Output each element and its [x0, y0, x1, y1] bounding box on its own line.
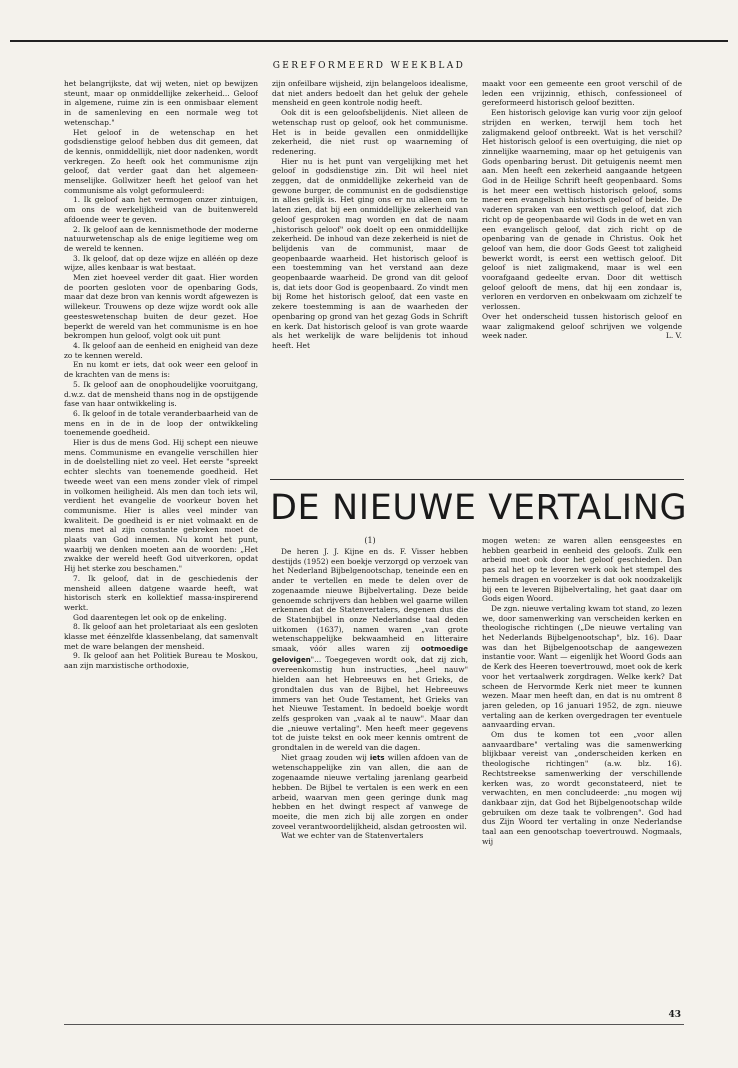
paragraph: Hier nu is het punt van vergelijking met het geloof in godsdienstige zin. Dit wil heel niet zeggen, dat de onmiddellijke zekerheid van de gewone burger, de communist en de godsdienstige in alles gelijk is. Het ging ons er nu alleen om te laten zien, dat bij een onmiddellijke zekerheid van geloof gesproken mag worden en dat de naam „historisch geloof" ook doelt op een onmiddellijke zekerheid. De inhoud van deze zekerheid is niet de belijdenis van de communist, maar de geopenbaarde waarheid. Het historisch geloof is een toestemming van het verstand aan deze geopenbaarde waarheid. De grond van dit geloof is, dat iets door God is geopenbaard. Zo vindt men bij Rome het historisch geloof, dat een vaste en zekere toestemming is aan de waarheden der openbaring op grond van het gezag Gods in Schrift en kerk. Dat historisch geloof is van grote waarde als het werkelijk de ware belijdenis tot inhoud heeft. Het [272, 156, 468, 350]
article-title: DE NIEUWE VERTALING [270, 488, 688, 528]
paragraph: 9. Ik geloof aan het Politiek Bureau te Moskou, aan zijn marxistische orthodoxie, [64, 651, 258, 671]
article1-column-2 [272, 79, 468, 469]
running-head: GEREFORMEERD WEEKBLAD [272, 61, 466, 71]
paragraph: 7. Ik geloof, dat in de geschiedenis der mensheid alleen datgene waarde heeft, wat historisch sterk en kollektief massa-inspirerend werkt. [64, 573, 258, 612]
article1-column-1 [64, 79, 258, 1005]
paragraph: En nu komt er iets, dat ook weer een geloof in de krachten van de mens is: [64, 360, 258, 380]
author-initials: L. V. [665, 331, 682, 341]
article1-column-3 [482, 79, 682, 469]
paragraph: Hier is dus de mens God. Hij schept een nieuwe mens. Communisme en evangelie verschillen hier in de doelstelling niet zo veel. Het eerste "spreekt echter slechts van toenemende goedheid. Het tweede weet van een mens zonder vlek of rimpel in volkomen heiligheid. Als men dan toch iets wil, verdient het evangelie de voorkeur boven het communisme. Hier is alles veel minder van kwaliteit. De goedheid is er niet volmaakt en de mens met al zijn constante gebreken moet de plaats van God innemen. Nu komt het punt, waarbij we denken moeten aan de woorden: „Het zwakke der wereld heeft God uitverkoren, opdat Hij het sterke zou beschamen." [64, 438, 258, 574]
paragraph: God daarentegen let ook op de enkeling. [73, 612, 227, 622]
paragraph: maakt voor een gemeente een groot verschil of de leden een vrijzinnig, ethisch, confessioneel of gereformeerd historisch geloof bezitten. [482, 79, 682, 108]
article-separator [270, 479, 684, 480]
paragraph: 1. Ik geloof aan het vermogen onzer zintuigen, om ons de werkelijkheid van de buitenwereld afdoende weer te geven. [64, 195, 258, 224]
paragraph: De heren J. J. Kijne en ds. F. Visser hebben destijds (1952) een boekje verzorgd op verzoek van het Nederland Bijbelgenootschap, teneinde een en ander te vertellen en mede te delen over de zogenaamde nieuwe Bijbelvertaling. Deze beide genoemde schrijvers dan hebben wel gaarne willen erkennen dat de Statenvertalers, degenen dus die de Statenbijbel in onze Nederlandse taal deden uitkomen (1637), namen waren „van grote wetenschappelijke bekwaamheid en litteraire smaak, vóór alles waren zij ootmoedige gelovigen"... Toegegeven wordt ook, dat zij zich, overeenkomstig hun instructies, „heel nauw" hielden aan het Hebreeuws en het Grieks, de grondtalen dus van de Bijbel, het Hebreeuws immers van het Oude Testament, het Grieks van het Nieuwe Testament. In bedoeld boekje wordt zelfs gesproken van „vaak al te nauw". Maar dan die „nieuwe vertaling". Men heeft meer gegevens tot de juiste tekst en ook meer kennis omtrent de grondtalen in de wereld van die dagen. [272, 547, 468, 753]
paragraph: mogen weten: ze waren allen eensgeestes en hebben gearbeid in eenheid des geloofs. Zulk een arbeid moet ook door het geloof geschieden. Dan pas zal het op te leveren werk ook het stempel des hemels dragen en voorzeker is dat ook noodzakelijk bij een te leveren Bijbelvertaling, het gaat daar om Gods eigen Woord. [482, 536, 682, 604]
paragraph: Het geloof in de wetenschap en het godsdienstige geloof hebben dus dit gemeen, dat de kennis, onmiddellijk, niet door nadenken, wordt verkregen. Zo heeft ook het communisme zijn geloof, dat verder gaat dan het algemeen-menselijke. Gollwitzer heeft het geloof van het communisme als volgt geformuleerd: [64, 127, 258, 195]
emphasis: iets [369, 753, 385, 762]
paragraph: Niet graag zouden wij iets willen afdoen van de wetenschappelijke zin van allen, die aan de zogenaamde nieuwe vertaling jarenlang gearbeid hebben. De Bijbel te vertalen is een werk en een arbeid, waarvan men geen geringe dunk mag hebben en het dwingt respect af vanwege de moeite, die men zich bij alle zorgen en onder zoveel verantwoordelijkheid, alsdan getroosten wil. [272, 752, 468, 831]
paragraph: het belangrijkste, dat wij weten, niet op bewijzen steunt, maar op onmiddellijke zekerheid... Geloof in algemene, ruime zin is een onmisbaar element in de samenleving en een normale weg tot wetenschap." [64, 79, 258, 127]
paragraph: Men ziet hoeveel verder dit gaat. Hier worden de poorten gesloten voor de openbaring Gods, maar dat deze bron van kennis wordt afgewezen is willekeur. Trouwens op deze wijze wordt ook alle geesteswetenschap buiten de deur gezet. Hoe beperkt de wereld van het communisme is en hoe bekrompen hun geloof, volgt ook uit punt [64, 273, 258, 341]
paragraph: Ook dit is een geloofsbelijdenis. Niet alleen de wetenschap rust op geloof, ook het communisme. Het is in beide gevallen een onmiddellijke zekerheid, die niet rust op waarneming of redenering. [272, 108, 468, 156]
paragraph: 8. Ik geloof aan het proletariaat als een gesloten klasse met éénzelfde klassenbelang, dat samenvalt met de ware belangen der mensheid. [64, 622, 258, 651]
emphasis: ootmoedige gelovigen [272, 645, 468, 664]
article2-column-2 [482, 536, 682, 1006]
paragraph: 4. Ik geloof aan de eenheid en enigheid van deze zo te kennen wereld. [64, 340, 258, 360]
paragraph: Een historisch gelovige kan vurig voor zijn geloof strijden en werken, terwijl hem toch het zaligmakend geloof ontbreekt. Wat is het verschil? Het historisch geloof is een overtuiging, die niet op zinnelijke waarneming, maar op het getuigenis van Gods openbaring berust. Dit getuigenis neemt men aan. Men heeft een zekerheid aangaande hetgeen God in de Heilige Schrift heeft geopenbaard. Soms is het meer een wettisch historisch geloof, soms meer een evangelisch historisch geloof of beide. De vaderen spraken van een wettisch geloof, dat zich richt op de geopenbaarde wil Gods in de wet en van een evangelisch geloof, dat zich richt op de openbaring van de genade in Christus. Ook het geloof van hem, die door Gods Geest tot zaligheid bewerkt wordt, is eerst een wettisch geloof. Dit geloof is niet zaligmakend, maar is wel een voorafgaand gedeelte ervan. Door dit wettisch geloof gelooft de mens, dat hij een zondaar is, verloren en verdorven en onbekwaam om zichzelf te verlossen. [482, 108, 682, 312]
paragraph: zijn onfeilbare wijsheid, zijn belangeloos idealisme, dat niet anders bedoelt dan het geluk der gehele mensheid en geen kontrole nodig heeft. [272, 79, 468, 108]
paragraph: 6. Ik geloof in de totale veranderbaarheid van de mens en in de in de loop der ontwikkeling toenemende goedheid. [64, 408, 258, 438]
paragraph: Om dus te komen tot een „voor allen aanvaardbare" vertaling was die samenwerking blijkbaar vereist van „onderscheiden kerken en theologische richtingen" (a.w. blz. 16). Rechtstreekse samenwerking der verschillende kerken was, zo wordt geconstateerd, niet te verwachten, en men concludeerde: „nu mogen wij dankbaar zijn, dat God het Bijbelgenootschap wilde gebruiken om deze taak te volbrengen". God had dus Zijn Woord ter vertaling in onze Nederlandse taal aan een genootschap toevertrouwd. Nogmaals, wij [482, 730, 682, 846]
paragraph: Wat we echter van de Statenvertalers [281, 831, 424, 841]
article2-column-1 [272, 547, 468, 1007]
article-part-number: (1) [364, 536, 376, 545]
bottom-rule [64, 1024, 684, 1025]
paragraph: 5. Ik geloof aan de onophoudelijke vooruitgang, d.w.z. dat de mensheid thans nog in de opstijgende fase van haar ontwikkeling is. [64, 379, 258, 409]
page-number: 43 [668, 1010, 681, 1020]
paragraph: De zgn. nieuwe vertaling kwam tot stand, zo lezen we, door samenwerking van verscheiden kerken en theologische richtingen („De nieuwe vertaling van het Nederlands Bijbelgenootschap", blz. 16). Daar was dan het Bijbelgenootschap de aangewezen instantie voor. Want — eigenlijk het Woord Gods aan de Kerk des Heeren toevertrouwd, moet ook de kerk voor het vertaalwerk zorgdragen. Welke kerk? Dat scheen de Hervormde Kerk niet meer te kunnen wezen. Maar men heeft dan, en dat is nu omtrent 8 jaren geleden, op 16 januari 1952, de zgn. nieuwe vertaling aan de kerken overgedragen ter eventuele aanvaarding ervan. [482, 603, 682, 730]
paragraph: 3. Ik geloof, dat op deze wijze en alléén op deze wijze, alles kenbaar is wat bestaat. [64, 253, 258, 273]
top-rule [10, 40, 728, 42]
paragraph: 2. Ik geloof aan de kennismethode der moderne natuurwetenschap als de enige legitieme weg om de wereld te kennen. [64, 224, 258, 253]
paragraph: Over het onderscheid tussen historisch geloof en waar zaligmakend geloof schrijven we volgende week nader. [482, 311, 682, 341]
